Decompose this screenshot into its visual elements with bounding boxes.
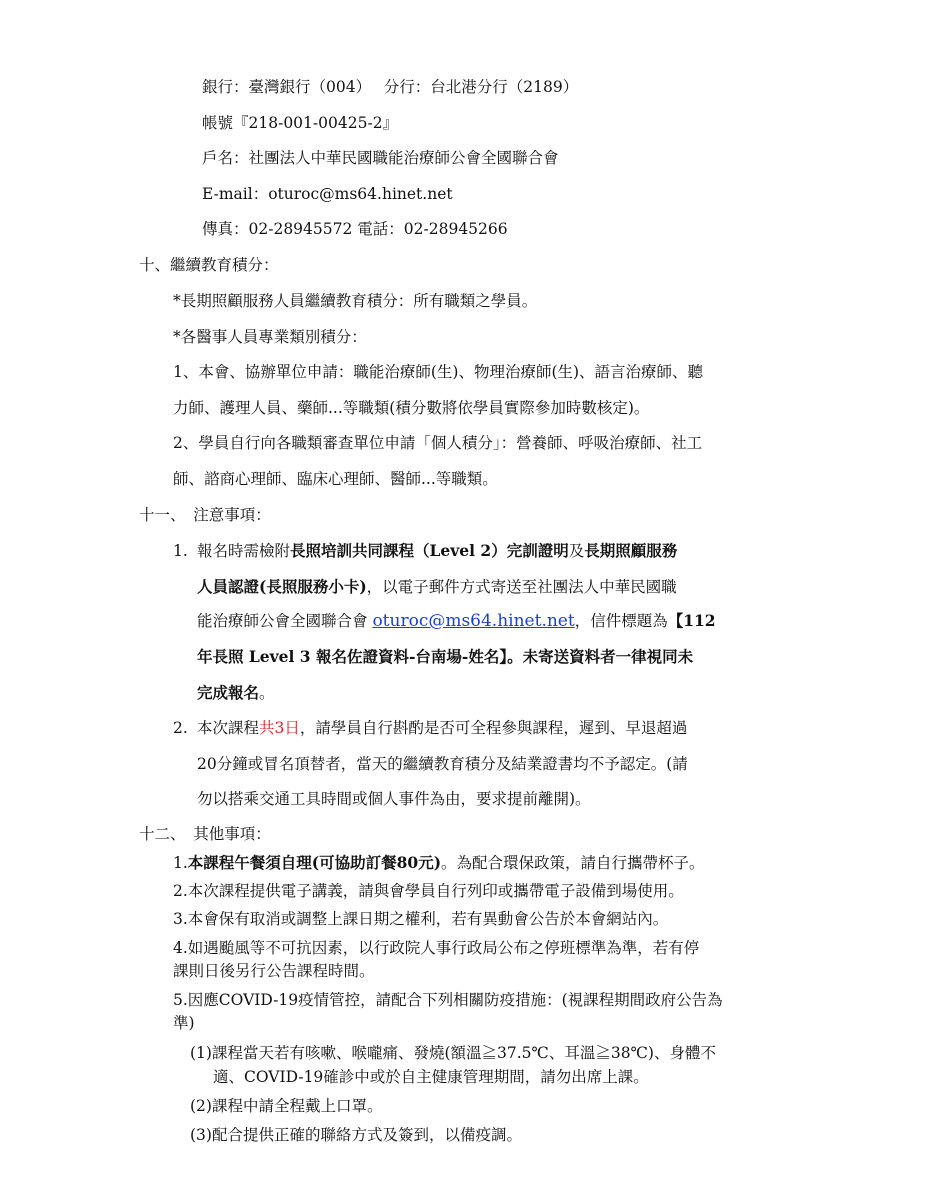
- text-segment: ，請學員自行斟酌是否可全程參與課程，遲到、早退超過: [299, 719, 688, 737]
- text-segment: 報名時需檢附: [197, 542, 291, 560]
- email-line: E-mail：oturoc@ms64.hinet.net: [202, 185, 453, 203]
- covid-measure-1-line-1: (1)課程當天若有咳嗽、喉嚨痛、發燒(額溫≧37.5℃、耳溫≧38℃)、身體不: [190, 1044, 716, 1062]
- section-11-item-1-number: 1.: [173, 542, 188, 560]
- section-11-item-1-line-1: [197, 540, 677, 562]
- text-segment: 。: [259, 684, 275, 702]
- section-11-item-2-line-1: [197, 717, 687, 739]
- section-12-item-4-line-2: 課則日後另行公告課程時間。: [173, 962, 375, 980]
- required-card: 長期照顧服務: [584, 541, 678, 560]
- required-card-cont: 人員認證(長照服務小卡): [197, 577, 367, 596]
- account-number-line: 帳號『218-001-00425-2』: [202, 114, 399, 132]
- section-11-item-1-line-5: [197, 682, 275, 704]
- bank-name-line: 銀行：臺灣銀行（004） 分行：台北港分行（2189）: [202, 78, 579, 96]
- text-segment: 能治療師公會全國聯合會: [197, 612, 373, 630]
- required-certificate: 長照培訓共同課程（Level 2）完訓證明: [290, 541, 569, 560]
- course-days-highlight: 共3日: [259, 719, 300, 737]
- section-12-heading: 十二、 其他事項：: [139, 825, 271, 843]
- section-12-item-1: [173, 852, 705, 874]
- fax-phone-line: 傳真：02-28945572 電話：02-28945266: [202, 220, 508, 238]
- section-11-item-1-line-4: 年長照 Level 3 報名佐證資料-台南場-姓名】。未寄送資料者一律視同未: [197, 647, 694, 666]
- account-holder-line: 戶名：社團法人中華民國職能治療師公會全國聯合會: [202, 149, 559, 167]
- email-subject-start: 【112: [667, 611, 716, 630]
- text-segment: 1.: [173, 854, 188, 872]
- section-10-item-ltc: *長期照顧服務人員繼續教育積分：所有職類之學員。: [173, 292, 538, 310]
- section-11-item-2-number: 2.: [173, 719, 188, 737]
- text-segment: ，信件標題為: [574, 612, 668, 630]
- text-segment: 完成報名: [197, 683, 260, 702]
- section-12-item-4-line-1: 4.如遇颱風等不可抗因素，以行政院人事行政局公布之停班標準為準，若有停: [173, 939, 700, 957]
- text-segment: 及: [568, 542, 585, 560]
- section-11-item-2-line-2: 20分鐘或冒名頂替者，當天的繼續教育積分及結業證書均不予認定。(請: [197, 755, 688, 773]
- section-10-point-1-line-1: 1、本會、協辦單位申請：職能治療師(生)、物理治療師(生)、語言治療師、聽: [173, 363, 704, 381]
- text-segment: ，以電子郵件方式寄送至社團法人中華民國職: [366, 578, 677, 596]
- section-11-heading: 十一、 注意事項：: [139, 506, 271, 524]
- section-10-point-1-line-2: 力師、護理人員、藥師...等職類(積分數將依學員實際參加時數核定)。: [173, 399, 650, 417]
- section-12-item-2: 2.本次課程提供電子講義，請與會學員自行列印或攜帶電子設備到場使用。: [173, 882, 684, 900]
- lunch-notice: 本課程午餐須自理(可協助訂餐80元): [187, 853, 442, 872]
- section-10-item-medical: *各醫事人員專業類別積分：: [173, 328, 367, 346]
- section-12-item-5-line-1: 5.因應COVID-19疫情管控，請配合下列相關防疫措施：(視課程期間政府公告為: [173, 991, 723, 1009]
- section-12-item-3: 3.本會保有取消或調整上課日期之權利，若有異動會公告於本會網站內。: [173, 910, 669, 928]
- section-11-item-1-line-2: [197, 576, 677, 598]
- section-10-point-2-line-2: 師、諮商心理師、臨床心理師、醫師...等職類。: [173, 470, 498, 488]
- section-11-item-2-line-3: 勿以搭乘交通工具時間或個人事件為由，要求提前離開)。: [197, 790, 591, 808]
- covid-measure-2: (2)課程中請全程戴上口罩。: [190, 1097, 383, 1115]
- covid-measure-1-line-2: 適、COVID-19確診中或於自主健康管理期間，請勿出席上課。: [213, 1068, 649, 1086]
- text-segment: 本次課程: [197, 719, 260, 737]
- section-10-heading: 十、繼續教育積分：: [139, 256, 279, 274]
- section-11-item-1-line-3: [197, 610, 716, 632]
- section-12-item-5-line-2: 準): [173, 1014, 195, 1032]
- section-10-point-2-line-1: 2、學員自行向各職類審查單位申請「個人積分」：營養師、呼吸治療師、社工: [173, 434, 703, 452]
- covid-measure-3: (3)配合提供正確的聯絡方式及簽到，以備疫調。: [190, 1126, 522, 1144]
- text-segment: 。為配合環保政策，請自行攜帶杯子。: [441, 854, 705, 872]
- email-link[interactable]: oturoc@ms64.hinet.net: [372, 611, 575, 631]
